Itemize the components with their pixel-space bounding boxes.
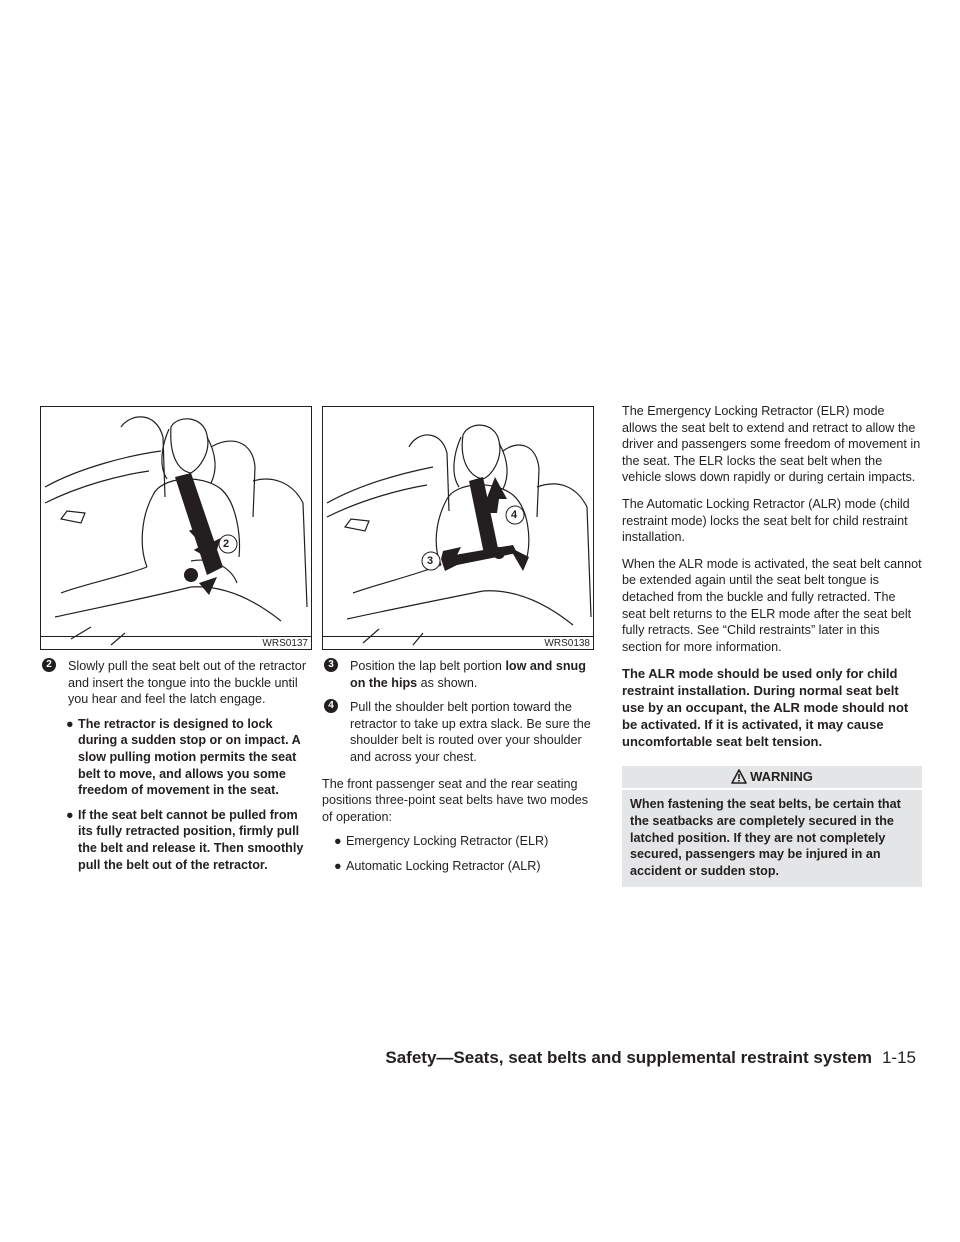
bullet-text-1: The retractor is designed to lock during a sudden stop or on impact. A slow pulling motion permits the seat belt to move, and allows you some freedom of movement in the seat. [78, 716, 301, 798]
mode-elr: Emergency Locking Retractor (ELR) [346, 834, 549, 849]
bullet-item [40, 807, 312, 873]
page-number: 1-15 [881, 1048, 916, 1067]
bullet-dot: ● [334, 834, 342, 849]
step-3-emphasis: low and snug on the hips [350, 659, 586, 690]
figure-caption: WRS0138 [323, 636, 593, 649]
step-2-text: Slowly pull the seat belt out of the retractor and insert the tongue into the buckle until you hear and feel the latch engage. [68, 659, 307, 707]
column-2 [322, 406, 594, 875]
bullet-dot: ● [66, 807, 74, 822]
mode-alr: Automatic Locking Retractor (ALR) [346, 858, 541, 873]
step-4 [322, 699, 594, 765]
column-3 [622, 403, 922, 887]
mode-item [322, 833, 594, 850]
step-2 [40, 658, 312, 708]
lap-belt-illustration [323, 407, 594, 650]
warning-text: When fastening the seat belts, be certain that the seatbacks are completely secured in the latched position. If they are not completely secured, passengers may be injured in an accident or sudden stop. [630, 797, 901, 878]
bullet-text-2: If the seat belt cannot be pulled from its fully retracted position, firmly pull the belt and release it. Then smoothly pull the belt out of the retractor. [78, 807, 304, 872]
figure-lap-belt-position [322, 406, 594, 650]
column-1 [40, 406, 312, 873]
modes-intro: The front passenger seat and the rear seating positions three-point seat belts have two modes of operation: [322, 776, 589, 824]
step-3 [322, 658, 594, 691]
footer-section-title: Safety—Seats, seat belts and supplemental restraint system [385, 1048, 872, 1067]
bullet-dot: ● [334, 858, 342, 873]
bullet-item [40, 716, 312, 799]
warning-header [622, 766, 922, 790]
page-footer [385, 1048, 916, 1068]
step-number-2: 2 [42, 658, 56, 672]
figure-seat-belt-insert [40, 406, 312, 650]
figure-callout-2: 2 [223, 538, 230, 550]
step-3-lead: Position the lap belt portion [350, 659, 502, 673]
bullet-dot: ● [66, 716, 74, 731]
alr-paragraph: The Automatic Locking Retractor (ALR) mode (child restraint mode) locks the seat belt for child restraint installation. [622, 496, 910, 545]
warning-box [622, 766, 922, 887]
mode-item [322, 858, 594, 875]
figure-callout-4: 4 [511, 509, 518, 521]
step-number-3: 3 [324, 658, 338, 672]
warning-title: WARNING [750, 769, 813, 785]
seat-belt-insert-illustration [41, 407, 312, 650]
figure-callout-3: 3 [427, 555, 434, 567]
figure-caption: WRS0137 [41, 636, 311, 649]
step-4-text: Pull the shoulder belt portion toward the retractor to take up extra slack. Be sure the shoulder belt is routed over your shoulder and across your chest. [350, 700, 591, 764]
step-3-tail: as shown. [420, 675, 478, 690]
step-number-4: 4 [324, 699, 338, 713]
warning-icon [731, 769, 747, 784]
alr-usage-note: The ALR mode should be used only for child restraint installation. During normal seat belt use by an occupant, the ALR mode should not be activated. If it is activated, it may cause uncomfortable seat belt tension. [622, 666, 909, 750]
alr-activation-paragraph: When the ALR mode is activated, the seat belt cannot be extended again until the seat belt tongue is detached from the buckle and fully retracted. The seat belt returns to the ELR mode after the seat belt fully retracts. See “Child restraints” later in this section for more information. [622, 556, 922, 654]
elr-paragraph: The Emergency Locking Retractor (ELR) mode allows the seat belt to extend and retract to allow the driver and passengers some freedom of movement in the seat. The ELR locks the seat belt when the vehicle slows down rapidly or during certain impacts. [622, 404, 921, 485]
step-3-text [350, 658, 594, 691]
